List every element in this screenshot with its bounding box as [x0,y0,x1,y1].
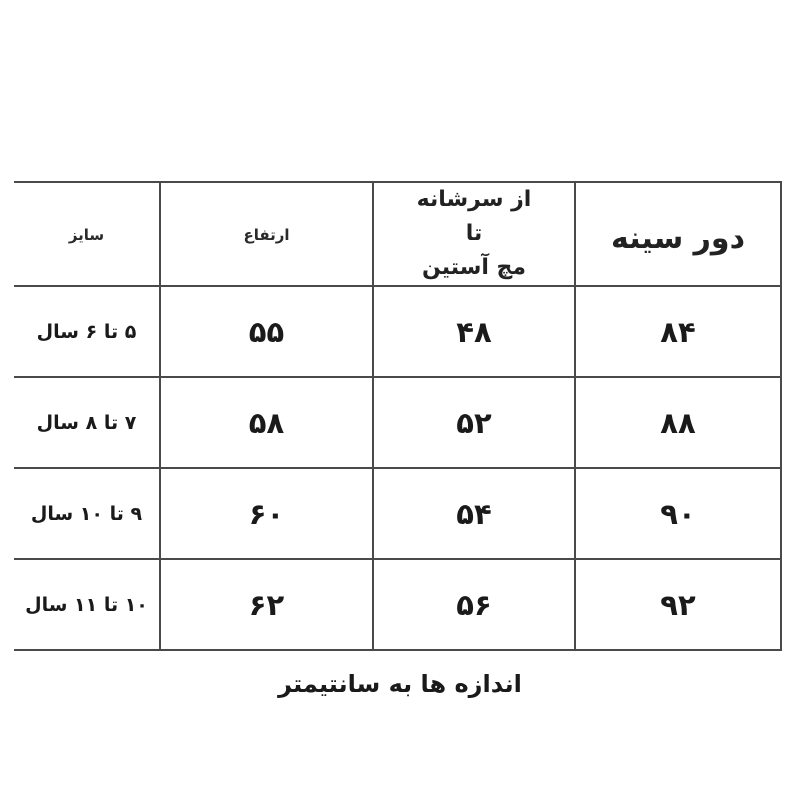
cell-height [160,468,373,559]
header-row [14,182,781,286]
table-row [14,286,781,377]
cell-size [14,468,160,559]
header-cell-height [160,182,373,286]
cell-chest [575,559,781,650]
sleeve-value: ۴۸ [456,314,492,349]
cell-sleeve [373,377,575,468]
size-value: ۵ تا ۶ سال [36,320,137,343]
sleeve-value: ۵۶ [456,587,492,622]
cell-sleeve [373,468,575,559]
cell-size [14,377,160,468]
size-chart-table [14,181,782,651]
header-height-label: ارتفاع [243,225,290,244]
size-value: ۷ تا ۸ سال [36,411,137,434]
cell-chest [575,286,781,377]
cell-chest [575,468,781,559]
chest-value: ۹۲ [660,587,696,622]
chest-value: ۹۰ [660,496,696,531]
header-cell-size [14,182,160,286]
table-row [14,468,781,559]
header-sleeve-label-line2: مچ آستین [421,255,527,280]
cell-size [14,559,160,650]
table-body [14,286,781,650]
size-value: ۱۰ تا ۱۱ سال [25,593,148,616]
cell-height [160,377,373,468]
cell-sleeve [373,559,575,650]
height-value: ۵۵ [248,314,285,349]
cell-height [160,286,373,377]
table-row [14,559,781,650]
height-value: ۶۲ [248,587,285,622]
table-header [14,182,781,286]
cell-size [14,286,160,377]
cell-sleeve [373,286,575,377]
table-row [14,377,781,468]
header-sleeve-label-line1: از سرشانه تا [416,187,532,246]
header-size-label: سایز [68,225,105,244]
height-value: ۶۰ [248,496,285,531]
sleeve-value: ۵۲ [456,405,492,440]
chest-value: ۸۴ [660,314,696,349]
cell-chest [575,377,781,468]
height-value: ۵۸ [248,405,285,440]
size-value: ۹ تا ۱۰ سال [30,502,143,525]
units-note: اندازه ها به سانتیمتر [278,670,522,698]
sleeve-value: ۵۴ [456,496,492,531]
chest-value: ۸۸ [660,405,696,440]
header-cell-chest [575,182,781,286]
header-chest-label: دور سینه [611,220,745,256]
header-cell-sleeve [373,182,575,286]
cell-height [160,559,373,650]
